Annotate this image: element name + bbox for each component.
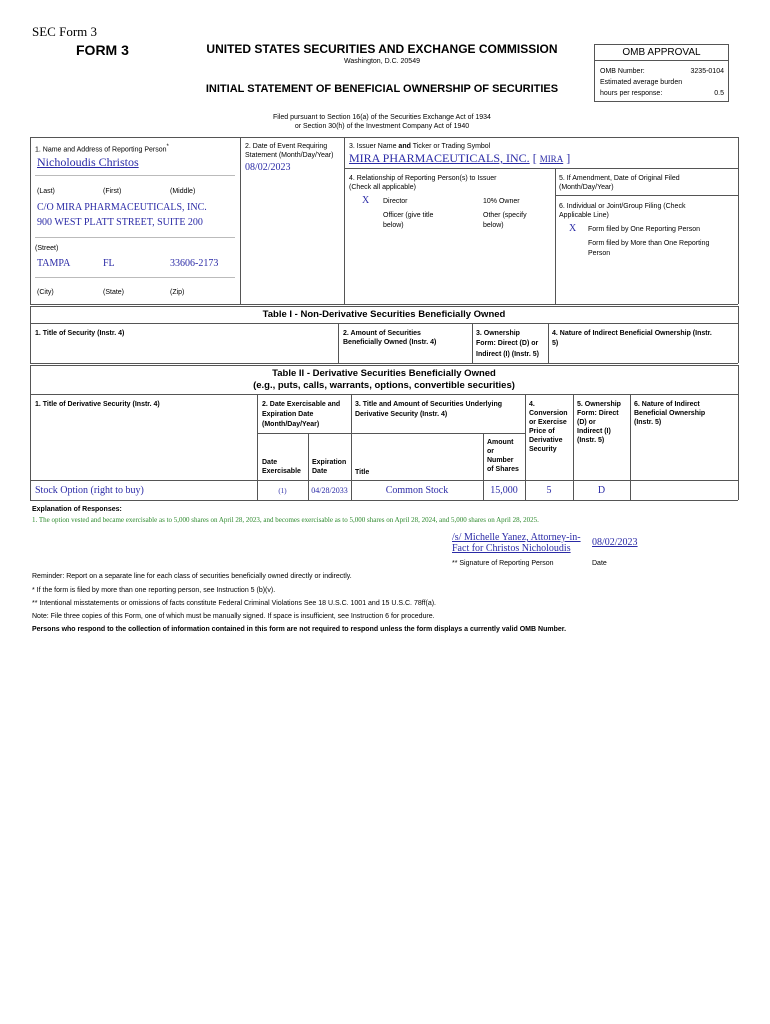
officer-label-line1: Officer (give title — [383, 212, 434, 219]
sub-amount-line: Number — [487, 457, 514, 464]
table1-col-title: 1. Title of Security (Instr. 4) — [35, 330, 125, 337]
table1-col-amount-line1: 2. Amount of Securities — [343, 330, 421, 337]
table1-col-ownership-line2: Form: Direct (D) or — [476, 340, 539, 347]
omb-number-label: OMB Number: — [600, 68, 645, 75]
table2-col-ownership — [577, 400, 621, 445]
note-misstatements: ** Intentional misstatements or omissions of facts constitute Federal Criminal Violations See 18 U.S.C. 1001 and 15 U.S.C. 78ff(a). — [32, 600, 436, 607]
ownership-line: (D) or — [577, 419, 596, 426]
signature-link[interactable] — [452, 532, 581, 554]
table1-col-amount-line2: Beneficially Owned (Instr. 4) — [343, 339, 437, 346]
state-label: (State) — [103, 289, 125, 296]
amendment-label-line1: 5. If Amendment, Date of Original Filed — [559, 175, 680, 182]
filed-pursuant-line1: Filed pursuant to Section 16(a) of the Securities Exchange Act of 1934 — [273, 114, 491, 121]
note-multiple-persons: * If the form is filed by more than one reporting person, see Instruction 5 (b)(v). — [32, 587, 276, 594]
signature-label: ** Signature of Reporting Person — [452, 560, 554, 567]
ownership-line: (Instr. 5) — [577, 437, 605, 444]
one-person-label: Form filed by One Reporting Person — [588, 226, 701, 233]
table2-col-dates-line1: 2. Date Exercisable and — [262, 401, 341, 408]
relationship-label-line2: (Check all applicable) — [349, 184, 416, 191]
city-label: (City) — [37, 289, 54, 296]
note-omb: Persons who respond to the collection of information contained in this form are not required to respond unless the form displays a currently valid OMB Number. — [32, 626, 567, 633]
form-label: FORM 3 — [76, 42, 129, 58]
sub-amount-line: or — [487, 448, 494, 455]
zip-label: (Zip) — [170, 289, 185, 296]
row-underlying-title: Common Stock — [385, 485, 449, 496]
table2-sub-title: Title — [355, 469, 370, 476]
row-expiration-date: 04/28/2033 — [311, 486, 348, 495]
ten-percent-owner-label: 10% Owner — [483, 198, 520, 205]
relationship-label-line1: 4. Relationship of Reporting Person(s) to Issuer — [349, 175, 497, 182]
agency-location: Washington, D.C. 20549 — [343, 58, 420, 65]
nature-line: (Instr. 5) — [634, 419, 662, 426]
signature-line2: Fact for Christos Nicholoudis — [452, 543, 571, 554]
asterisk-marker: * — [166, 144, 169, 150]
omb-title: OMB APPROVAL — [595, 45, 728, 61]
omb-burden-label: Estimated average burden — [600, 79, 683, 86]
explanation-footnote-1: 1. The option vested and became exercisable as to 5,000 shares on April 28, 2023, and becomes exercisable as to 5,000 shares on April 28, 2024, and 5,000 shares on April 28, 2025. — [32, 516, 539, 524]
omb-hours-value: 0.5 — [714, 90, 724, 97]
statement-title: INITIAL STATEMENT OF BENEFICIAL OWNERSHIP OF SECURITIES — [205, 83, 559, 95]
amendment-label-line2: (Month/Day/Year) — [559, 184, 614, 191]
sub-exercisable-line: Exercisable — [262, 468, 301, 475]
event-date-label-line2: Statement (Month/Day/Year) — [245, 152, 334, 159]
issuer-name-link[interactable]: MIRA PHARMACEUTICALS, INC. — [349, 151, 530, 165]
row-shares: 15,000 — [490, 485, 518, 496]
table1-col-ownership-line3: Indirect (I) (Instr. 5) — [476, 351, 540, 358]
row-security-title: Stock Option (right to buy) — [35, 485, 144, 496]
event-date-value: 08/02/2023 — [245, 162, 291, 173]
table1-col-nature-line2: 5) — [552, 340, 559, 347]
sub-amount-line: of Shares — [487, 466, 519, 473]
city-value: TAMPA — [37, 258, 71, 269]
row-exercisable-footnote[interactable]: (1) — [278, 487, 287, 495]
conversion-line: Price of — [529, 428, 555, 435]
page-title: SEC Form 3 — [32, 24, 98, 39]
reporting-person-label — [35, 143, 169, 154]
table2-sub-expiration — [312, 458, 346, 476]
explanation-heading: Explanation of Responses: — [32, 506, 122, 513]
omb-approval-box — [594, 44, 729, 102]
table1-col-ownership-line1: 3. Ownership — [476, 330, 520, 337]
table2-col-nature — [634, 400, 705, 427]
conversion-line: Conversion — [529, 410, 568, 417]
table2-sub-amount — [487, 438, 519, 474]
signature-date: 08/02/2023 — [592, 537, 638, 548]
table2-col-dates-line2: Expiration Date — [262, 411, 314, 418]
table2-col-underlying-line2: Derivative Security (Instr. 4) — [355, 411, 448, 418]
first-label: (First) — [103, 188, 122, 195]
other-label-line1: Other (specify — [483, 212, 527, 219]
nature-line: 6. Nature of Indirect — [634, 401, 700, 408]
other-label-line2: below) — [483, 222, 504, 229]
issuer-line — [349, 151, 570, 166]
zip-value: 33606-2173 — [170, 258, 219, 269]
address-line2: 900 WEST PLATT STREET, SUITE 200 — [37, 217, 203, 228]
ownership-line: Form: Direct — [577, 410, 619, 417]
filing-type-label-line1: 6. Individual or Joint/Group Filing (Check — [559, 203, 686, 210]
multi-person-label-line1: Form filed by More than One Reporting — [588, 240, 710, 247]
signature-line1: /s/ Michelle Yanez, Attorney-in- — [452, 532, 581, 543]
director-label: Director — [383, 198, 408, 205]
ticker-bracket-open: [ — [532, 151, 537, 165]
omb-number-value: 3235-0104 — [690, 68, 724, 75]
street-label: (Street) — [35, 245, 59, 252]
conversion-line: 4. — [529, 401, 535, 408]
table2-sub-exercisable — [262, 458, 301, 476]
nature-line: Beneficial Ownership — [634, 410, 706, 417]
issuer-label-and: and — [398, 143, 411, 150]
conversion-line: Security — [529, 446, 557, 453]
table1-title: Table I - Non-Derivative Securities Beneficially Owned — [262, 309, 506, 320]
sub-expiration-line: Date — [312, 468, 328, 475]
table2-col-underlying-line1: 3. Title and Amount of Securities Underlying — [355, 401, 503, 408]
table2-col-dates-line3: (Month/Day/Year) — [262, 421, 320, 428]
state-value: FL — [103, 258, 115, 269]
director-check-mark: X — [362, 195, 370, 206]
event-date-label-line1: 2. Date of Event Requiring — [245, 143, 328, 150]
reporting-person-name-link[interactable]: Nicholoudis Christos — [37, 155, 139, 169]
row-price: 5 — [546, 485, 552, 496]
agency-title: UNITED STATES SECURITIES AND EXCHANGE COMMISSION — [206, 42, 558, 56]
ownership-line: 5. Ownership — [577, 401, 621, 408]
table2-title-line1: Table II - Derivative Securities Beneficially Owned — [272, 368, 496, 379]
ticker-bracket-close: ] — [566, 151, 571, 165]
middle-label: (Middle) — [170, 188, 196, 195]
omb-hours-label: hours per response: — [600, 90, 663, 97]
row-ownership-form: D — [597, 485, 606, 496]
reporting-person-label-text: 1. Name and Address of Reporting Person — [35, 146, 167, 154]
ticker-link[interactable]: MIRA — [539, 154, 564, 164]
issuer-label — [349, 142, 490, 151]
table2-title-line2: (e.g., puts, calls, warrants, options, convertible securities) — [253, 380, 515, 391]
issuer-label-pre: 3. Issuer Name — [349, 143, 399, 150]
note-reminder: Reminder: Report on a separate line for each class of securities beneficially owned directly or indirectly. — [32, 573, 352, 580]
note-copies: Note: File three copies of this Form, one of which must be manually signed. If space is insufficient, see Instruction 6 for procedure. — [32, 613, 435, 620]
address-line1: C/O MIRA PHARMACEUTICALS, INC. — [37, 202, 207, 213]
table2-col-conversion — [529, 400, 568, 454]
sub-exercisable-line: Date — [262, 459, 278, 466]
ownership-line: Indirect (I) — [577, 428, 611, 435]
filed-pursuant-line2: or Section 30(h) of the Investment Company Act of 1940 — [294, 123, 470, 130]
issuer-label-post: Ticker or Trading Symbol — [410, 143, 491, 150]
conversion-line: or Exercise — [529, 419, 567, 426]
officer-label-line2: below) — [383, 222, 404, 229]
table1-col-nature-line1: 4. Nature of Indirect Beneficial Ownership (Instr. — [552, 330, 712, 337]
multi-person-label-line2: Person — [588, 250, 611, 257]
sub-amount-line: Amount — [487, 439, 514, 446]
table2-col-title: 1. Title of Derivative Security (Instr. 4) — [35, 401, 160, 408]
conversion-line: Derivative — [529, 437, 563, 444]
sub-expiration-line: Expiration — [312, 459, 347, 466]
filing-type-label-line2: Applicable Line) — [559, 212, 609, 219]
last-label: (Last) — [37, 188, 55, 195]
date-label: Date — [592, 560, 607, 567]
one-person-check-mark: X — [569, 223, 577, 234]
